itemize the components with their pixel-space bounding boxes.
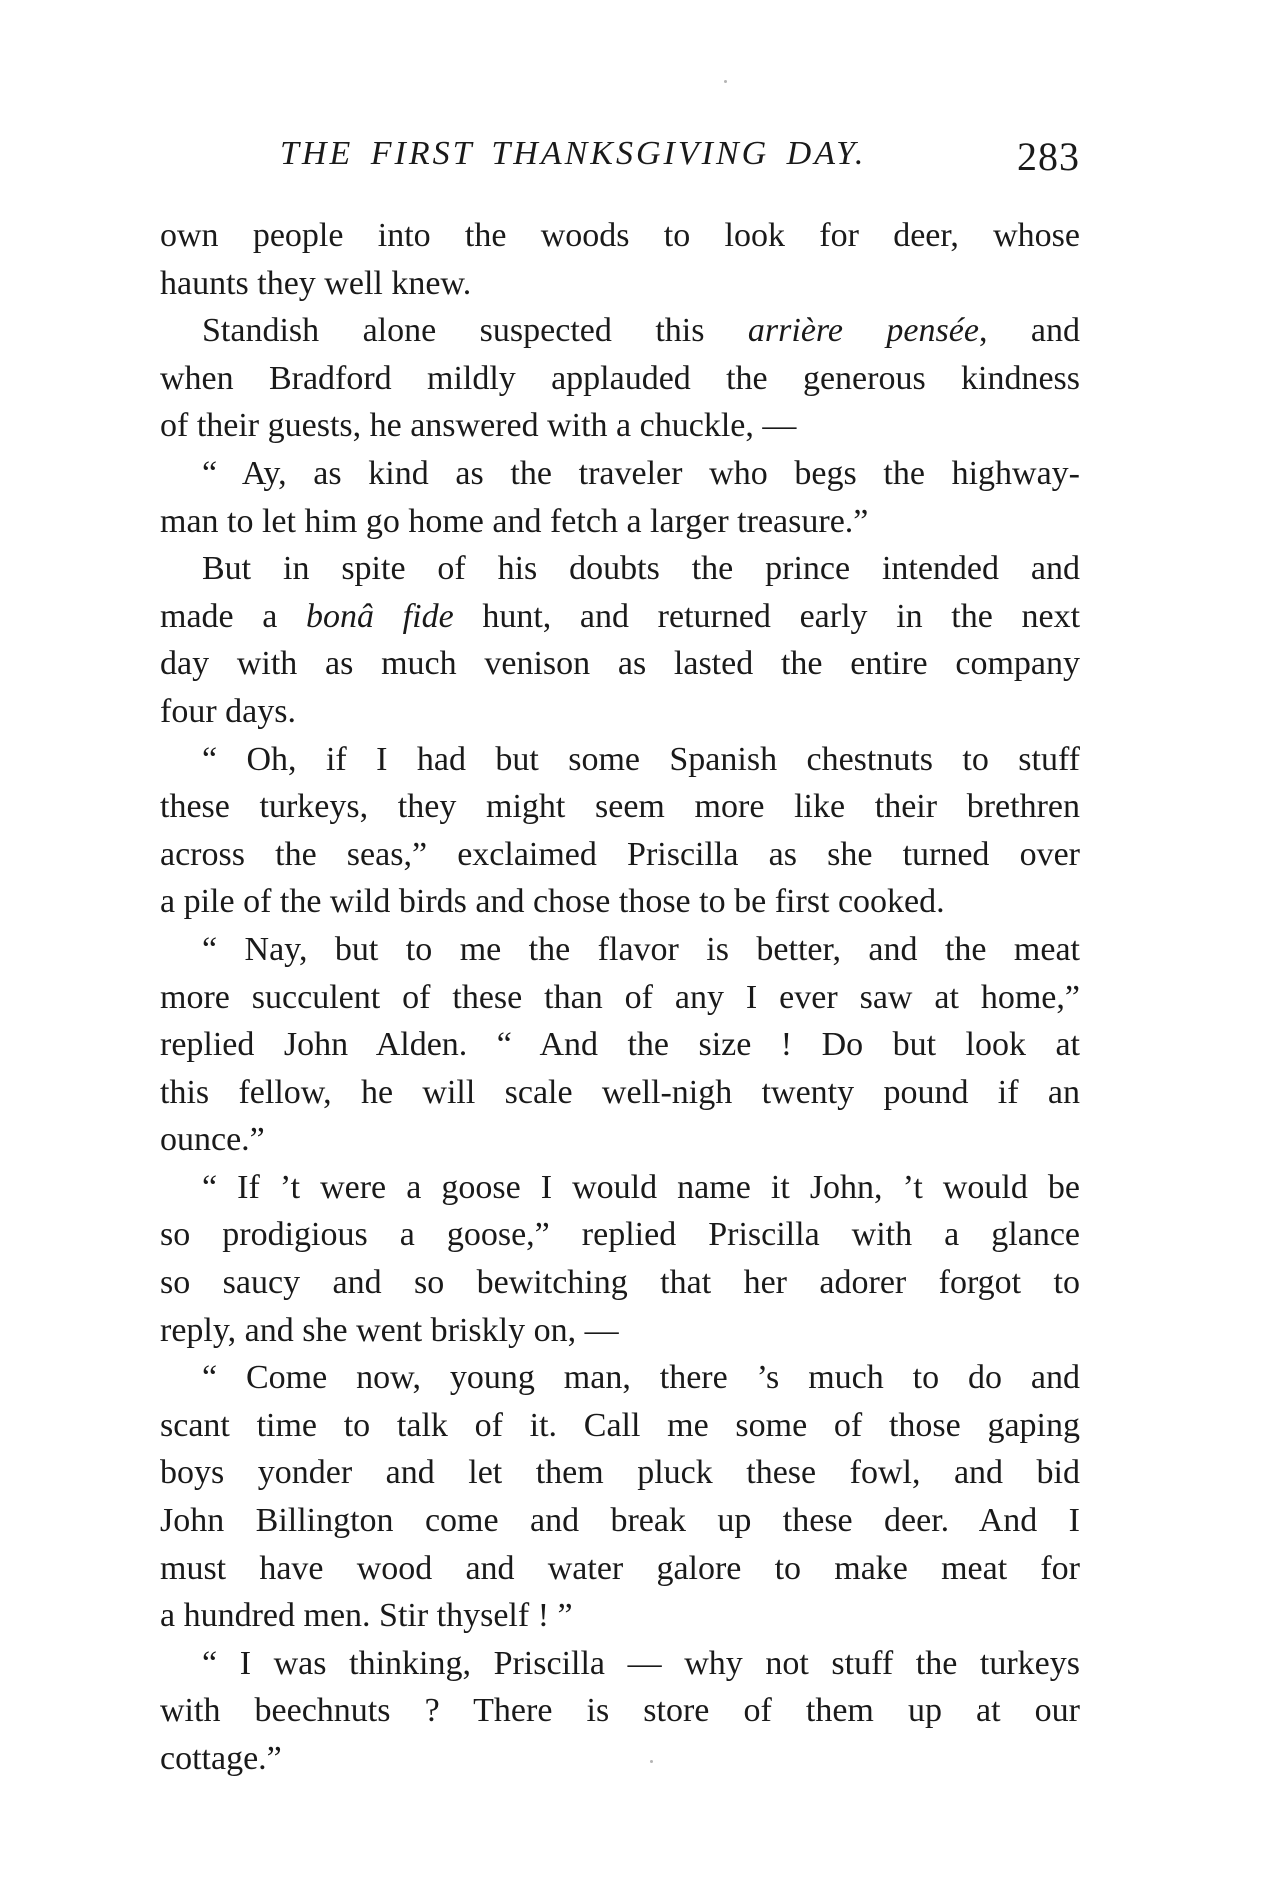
text-line: of their guests, he answered with a chuckle, — [160,407,797,445]
text-line: But in spite of his doubts the prince intended and [202,550,1080,588]
text-line: so prodigious a goose,” replied Priscilla with a glance [160,1216,1080,1254]
page-number: 283 [1017,134,1080,179]
text-line: “ Oh, if I had but some Spanish chestnuts to stuff [202,740,1080,778]
text-line: these turkeys, they might seem more like their brethren [160,788,1080,826]
text-line: reply, and she went briskly on, — [160,1311,619,1349]
text-line: man to let him go home and fetch a larger treasure.” [160,502,869,540]
text-line: cottage.” [160,1740,282,1777]
body-text [160,212,1080,1783]
text-line: across the seas,” exclaimed Priscilla as she turned over [160,835,1080,873]
text-line: haunts they well knew. [160,264,472,302]
text-line: when Bradford mildly applauded the generous kindness [160,359,1080,397]
running-title: THE FIRST THANKSGIVING DAY. [280,135,867,172]
text-line: ounce.” [160,1121,265,1159]
text-line: “ I was thinking, Priscilla — why not stuff the turkeys [202,1644,1080,1682]
running-head [160,135,1080,191]
text-line: “ Nay, but to me the flavor is better, and the meat [202,930,1080,968]
text-line: replied John Alden. “ And the size ! Do but look at [160,1026,1080,1064]
paper-speck [650,1760,653,1763]
text-line: must have wood and water galore to make meat for [160,1549,1080,1587]
text-line: boys yonder and let them pluck these fowl, and bid [160,1454,1080,1492]
text-line: day with as much venison as lasted the entire company [160,645,1080,683]
text-line: so saucy and so bewitching that her adorer forgot to [160,1264,1080,1302]
italic-phrase: arrière pensée [747,312,979,350]
text-line: with beechnuts ? There is store of them up at our [160,1692,1080,1730]
text-line: this fellow, he will scale well-nigh twenty pound if an [160,1073,1080,1111]
text-line: a hundred men. Stir thyself ! ” [160,1597,573,1635]
text-line: four days. [160,692,296,730]
text-line: made a bonâ fide hunt, and returned early in the next [160,597,1081,635]
text-line: “ Ay, as kind as the traveler who begs the highway- [202,454,1080,492]
paper-speck [724,80,727,83]
text-line: “ Come now, young man, there ’s much to do and [202,1359,1080,1397]
text-line: John Billington come and break up these deer. And I [160,1502,1080,1540]
text-line: “ If ’t were a goose I would name it John, ’t would be [202,1168,1080,1206]
text-line: Standish alone suspected this arrière pensée, and [202,312,1080,350]
text-line: more succulent of these than of any I ever saw at home,” [160,978,1080,1016]
text-line: a pile of the wild birds and chose those to be first cooked. [160,883,945,921]
text-line: own people into the woods to look for deer, whose [160,217,1080,254]
text-line: scant time to talk of it. Call me some of those gaping [160,1406,1080,1444]
italic-phrase: bonâ fide [306,597,454,635]
